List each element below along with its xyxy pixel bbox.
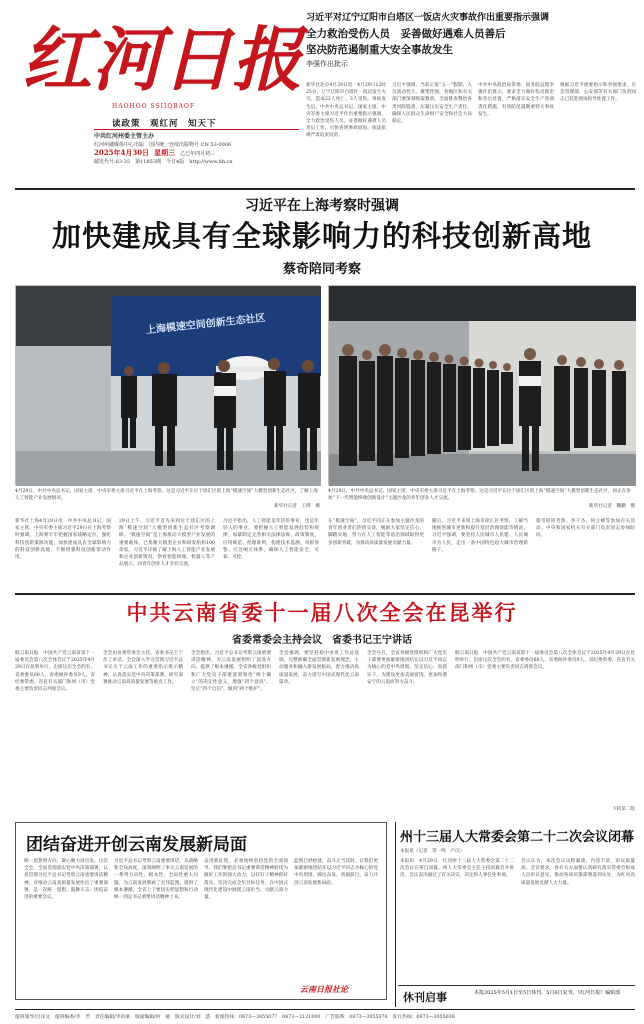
- top-news-body-2: 习近平强调，当前正值“五一”假期，人员流动性大、聚集性强，各地区和有关部门要深刻吸取教训，全面排查整治各类风险隐患，压紧压实安全生产责任，确保人民群众生命财产安全和社会大局稳定。: [392, 83, 472, 125]
- postal-code: 邮发代号:63-35: [94, 159, 131, 165]
- section-divider-2: [15, 593, 635, 595]
- editorial-body-col-2: 习近平总书记考察云南重要讲话，从战略和全局高度，深刻阐明了事关云南发展的一系列方向性、根本性、全局性重大问题，为云南发展擘画了宏伟蓝图、提供了根本遵循。全省上下要切实把思想和行动统一到总书记重要讲话精神上来。: [114, 859, 198, 901]
- sponsor-line2: 红河州融媒体中心出版: [94, 142, 145, 148]
- lunar-date: 乙巳年四月初三: [180, 151, 216, 157]
- sponsor: 中共红河州委主管主办: [94, 133, 155, 140]
- top-news: [306, 10, 636, 70]
- top-news-body-1: 新华社北京4月29日电 4月29日12时25分，辽宁辽阳市白塔区一饭店发生火灾，造成22人死亡、3人受伤。事故发生后，中共中央总书记、国家主席、中央军委主席习近平作出重要指示强调，全力救治受伤人员，妥善做好遇难人员善后工作，尽快查明事故原因，依法依规严肃追责问责。: [306, 83, 386, 139]
- lead-photo-2: [328, 285, 635, 485]
- lead-headline: 加快建成具有全球影响力的科技创新高地: [51, 219, 592, 253]
- lead-body-col-1: 新华社上海4月29日电 中共中央总书记、国家主席、中央军委主席习近平29日在上海考察时强调，上海要牢牢把握国家战略定位，强化科技创新策源功能，加快建成具有全球影响力的科技创新高地，不断增强科技创新带动作用。: [15, 519, 111, 561]
- top-news-headline-1: 全力救治受伤人员 妥善做好遇难人员善后: [306, 28, 506, 40]
- lead-photo-2-illustration: [329, 286, 636, 486]
- yunnan-subhead: 省委常委会主持会议 省委书记王宁讲话: [232, 635, 412, 646]
- footer-divider: [15, 1009, 635, 1010]
- issue-date: 2025年4月30日: [94, 148, 150, 157]
- column-divider: [395, 822, 396, 1007]
- editorial-headline: 团结奋进开创云南发展新局面: [26, 835, 247, 855]
- cn-number: 国内统一连续出版物号 CN 53-0006: [149, 142, 232, 148]
- notice-text: 本报2025年5月1日至5日休刊，5月6日复刊。《红河日报》编辑部: [474, 990, 621, 996]
- footer-credits: 值班领导/吕泽文 值班编委/李 苦 责任编辑/李谊豪 版面编辑/何 敏 版式设计/刘 慧 新闻热线：0873—3055077 0873—2121000 广告联系：0873—3055076 发行热线：0873—3055038: [15, 1015, 455, 1020]
- editorial-body-col-3: 奋进新征程，必须始终坚持党的全面领导。我们要把总书记重要讲话精神转化为做好工作的强大动力，以钉钉子精神抓好落实，坚决完成全年目标任务，在中国式现代化建设中展现云南担当、贡献云南力量。: [204, 859, 288, 901]
- lead-body-col-5: 随后，习近平来到上海市徐汇区考察，了解当地推进城市更新和提升基层治理效能等情况。习近平强调，要坚持人民城市人民建、人民城市为人民，走出一条中国特色超大城市治理新路子。: [432, 519, 528, 553]
- lead-photo-1-illustration: [16, 286, 321, 486]
- yunnan-body-col-3: 全会指出，习近平总书记考察云南重要讲话精神，为云南发展指明了前进方向、提供了根本遵循。全省各级党组织和广大党员干部要深刻领悟“两个确立”的决定性意义，增强“四个意识”、坚定“四个自信”、做到“两个维护”。: [191, 651, 271, 693]
- editorial-body-col-1: 统一思想明方向，凝心聚力再出发。这次全会，全面贯彻落实党中央决策部署，认真贯彻习近平总书记考察云南重要讲话精神，对推动云南高质量发展作出了重要部署，是一次统一思想、鼓舞斗志、团结奋进的重要会议。: [24, 859, 108, 901]
- masthead-slogan: 读政策 观红河 知天下: [112, 119, 217, 129]
- yunnan-body-col-5: 全会号召，全省各级党组织和广大党员干部要更加紧密地团结在以习近平同志为核心的党中央周围，坚定信心、真抓实干，为建设更加美丽富饶、更加和谐安宁的云南而努力奋斗。: [367, 651, 447, 685]
- issue-number: 第11853期: [135, 159, 162, 165]
- lead-kicker: 习近平在上海考察时强调: [245, 198, 399, 214]
- page-count: 今日4版: [166, 159, 185, 165]
- top-news-kicker: 习近平对辽宁辽阳市白塔区一饭店火灾事故作出重要指示强调: [306, 13, 550, 23]
- editorial-body-col-4: 蓝图已经绘就，奋斗正当其时。让我们更加紧密地团结在以习近平同志为核心的党中央周围，踔厉奋发、勇毅前行，奋力开创云南发展新局面。: [294, 859, 378, 886]
- yunnan-headline: 中共云南省委十一届八次全会在昆举行: [126, 601, 518, 625]
- npc-byline: 本报讯（记者 常一鸣 卢汉）: [400, 849, 465, 854]
- lead-photo-1-caption: 4月29日，中共中央总书记、国家主席、中央军委主席习近平在上海考察。这是习近平在位于徐汇区的上海“模速空间”大模型创新生态社区，了解上海人工智能产业发展情况。: [15, 489, 318, 501]
- yunnan-body-col-6: 据云南日报 中国共产党云南省第十一届委员会第八次全体会议于2025年4月29日在昆明举行。出席这次全会的有，省委委员68人，省委候补委员9人。省纪委常委，省直有关部门和州（市）党委主要负责同志列席会议。: [455, 651, 635, 671]
- yunnan-turn: 下转第二版: [612, 807, 635, 812]
- lead-photo-1-credit: 新华社记者 王晔 摄: [274, 504, 320, 509]
- lead-photo-2-credit: 新华社记者 鞠鹏 摄: [589, 504, 635, 509]
- lead-body-col-6: 蔡奇陪同考察。李干杰、何立峰等参加有关活动。中央和国家机关有关部门负责同志参加陪同。: [536, 519, 635, 539]
- lead-photo-1: [15, 285, 320, 485]
- lead-body-col-4: 在“模速空间”，习近平同正在参加主题沙龙的青年创业者们热情交谈，勉励大家坚定信心、脚踏实地，努力在人工智能等前沿领域取得更多创新突破，为推动高质量发展贡献力量。: [328, 519, 424, 546]
- npc-body-col-2: 会议认为，本次会议议程紧凑、内容丰富，审议质量高。会议要求，各有关方面要认真研究落实常委会组成人员审议意见，推动各项决策部署落到实处，为红河高质量发展贡献人大力量。: [521, 859, 635, 886]
- publication-info: [94, 133, 299, 166]
- masthead-pinyin: HAOHOO SSIIQBAOF: [112, 103, 196, 110]
- editorial-source: 云南日报社论: [300, 984, 348, 994]
- yunnan-body-col-2: 全会由省委常委会主持。省委书记王宁作了讲话。全会深入学习贯彻习近平总书记关于云南工作的重要指示批示精神，认真落实党中央决策部署，研究部署推动云南高质量发展等重点工作。: [103, 651, 183, 685]
- lead-body-col-3: 习近平指出，人工智能是年轻的事业，也是年轻人的事业。要把握人工智能发展趋势和规律，加紧制定完善相关法律法规、政策制度、应用规范、伦理准则，构建技术监测、风险预警、应急响应体系，确保人工智能安全、可靠、可控。: [223, 519, 319, 561]
- masthead-divider: [94, 129, 299, 130]
- lead-photo-2-caption: 4月29日，中共中央总书记、国家主席、中央军委主席习近平在上海考察。这是习近平在位于徐汇区的上海“模速空间”大模型创新生态社区，同正在参加“下一代智能终端创新设计”主题沙龙的青年创业人才交流。: [328, 489, 631, 501]
- lead-subhead: 蔡奇陪同考察: [282, 262, 361, 277]
- lead-photo-1-sign: 上海模速空间创新生态社区: [145, 312, 267, 337]
- yunnan-body-col-1: 据云南日报 中国共产党云南省第十一届委员会第八次全体会议于2025年4月29日在昆明举行。出席这次全会的有，省委委员68人，省委候补委员9人。省纪委常委，省直有关部门和州（市）党委主要负责同志列席会议。: [15, 651, 95, 693]
- masthead-logo: [20, 10, 302, 101]
- lead-body-col-2: 29日上午，习近平首先来到位于徐汇区的上海“模速空间”大模型创新生态社区考察调研。“模速空间”是上海推动大模型产业发展的重要载体，已集聚大模型企业和研发机构100余家。习近平详细了解上海人工智能产业发展和企业创新情况，察看智能终端、机器人等产品展示，同青年创业人才亲切交流。: [119, 519, 215, 568]
- top-news-subhead: 李强作出批示: [306, 60, 348, 68]
- notice-label: 休刊启事: [403, 991, 447, 1004]
- top-news-body-4: 根据习近平重要指示和李强要求，应急管理部、公安部等有关部门负责同志已赶赴现场指导处置工作。: [560, 83, 636, 103]
- top-news-body-3: 中共中央政治局常委、国务院总理李强作出批示，要求全力做好伤员救治和善后处置，严格落实安全生产各项责任措施，有效防范遏制重特大事故发生。: [478, 83, 554, 117]
- masthead-logo-text: 红河日报: [22, 18, 302, 101]
- yunnan-body-col-4: 全会强调，要坚持稳中求进工作总基调，完整准确全面贯彻新发展理念，主动服务和融入新发展格局，着力推动高质量发展，奋力谱写中国式现代化云南篇章。: [279, 651, 359, 685]
- section-divider: [15, 188, 635, 190]
- website: http://www.hh.cn: [189, 159, 233, 165]
- npc-headline: 州十三届人大常委会第二十二次会议闭幕: [400, 830, 635, 845]
- npc-body-col-1: 本报讯 4月29日，红河州十三届人大常委会第二十二次会议在蒙自闭幕。州人大常委会主任主持闭幕会并讲话。会议表决通过了有关决议、决定和人事任免事项。: [400, 859, 514, 879]
- top-news-headline-2: 坚决防范遏制重大安全事故发生: [306, 44, 453, 56]
- weekday: 星期三: [154, 148, 176, 157]
